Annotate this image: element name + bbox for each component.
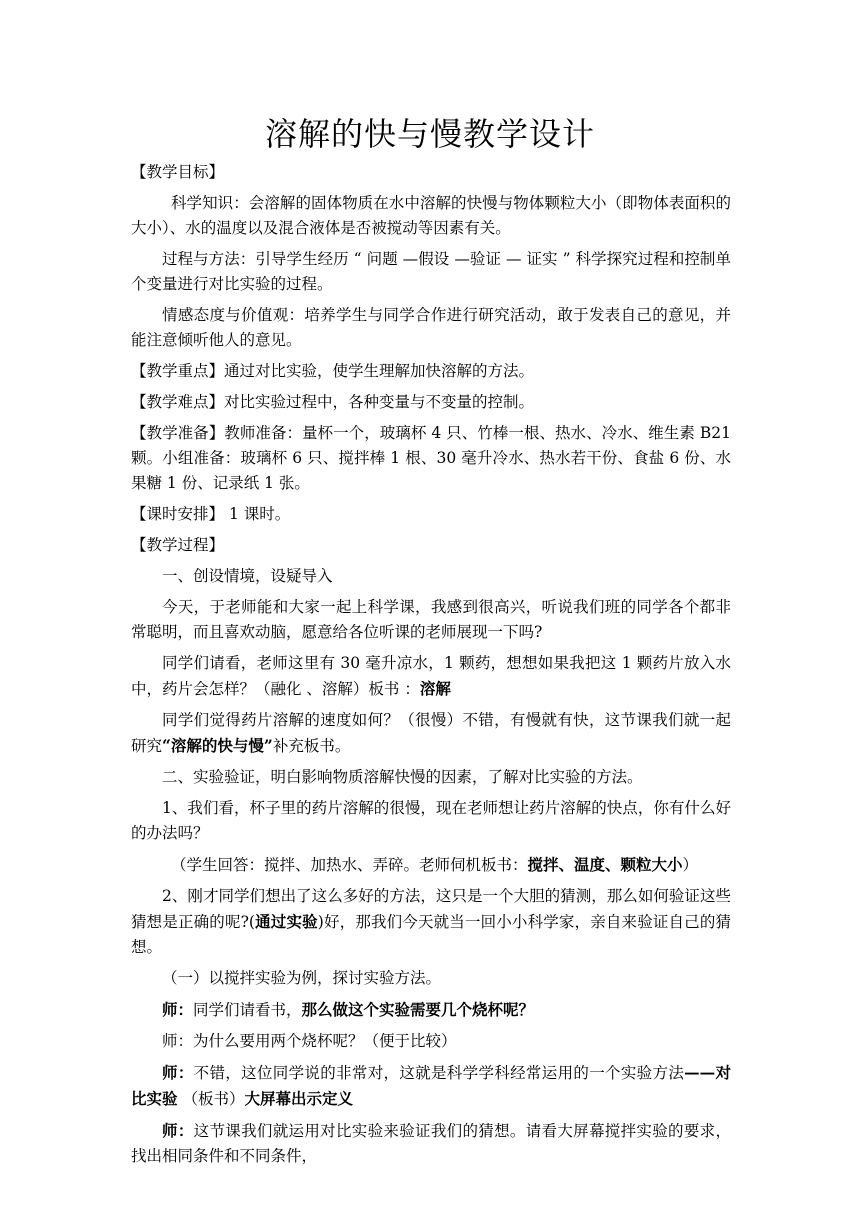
teacher-line-3 xyxy=(131,1060,731,1112)
step2-paragraph-3 xyxy=(131,884,731,960)
step1-p2-text: 同学们请看，老师这里有 30 毫升凉水，1 颗药，想想如果我把这 1 颗药片放入水中，药片会怎样？（融化 、溶解）板书 ： xyxy=(131,654,731,698)
step2-p3-bold: 通过实验 xyxy=(254,912,318,931)
step2-p2-bold: 搅拌、温度、颗粒大小 xyxy=(527,855,683,874)
step1-p3-tail: 补充板书。 xyxy=(272,737,351,755)
step2-p2-tail: ） xyxy=(682,856,699,874)
goal-knowledge: 科学知识：会溶解的固体物质在水中溶解的快慢与物体颗粒大小（即物体表面积的大小）、水的温度以及混合液体是否被搅动等因素有关。 xyxy=(131,194,731,237)
step1-heading: 一、创设情境，设疑导入 xyxy=(162,567,333,585)
step2-paragraph-1: 1、我们看，杯子里的药片溶解的很慢，现在老师想让药片溶解的快点，你有什么好的办法吗？ xyxy=(131,799,731,842)
document-body xyxy=(131,160,731,1175)
key-point xyxy=(131,359,731,384)
page-title: 溶解的快与慢教学设计 xyxy=(264,115,595,153)
teacher-line-3-note: （板书） xyxy=(177,1090,245,1108)
teacher-line-4 xyxy=(131,1118,731,1169)
step1-paragraph-3 xyxy=(131,708,731,759)
goal-method: 过程与方法：引导学生经历 “ 问题 —假设 —验证 — 证实 ” 科学探究过程和控制单个变量进行对比实验的过程。 xyxy=(131,250,731,293)
teacher-line-1 xyxy=(131,997,731,1023)
preparation xyxy=(131,421,731,496)
teacher-line-3-bold: ——对比实验 xyxy=(131,1063,731,1108)
teacher-label: 师： xyxy=(162,1063,194,1082)
prep-label: 【教学准备】 xyxy=(131,424,225,442)
teacher-label: 师： xyxy=(162,1121,194,1140)
key-text: 通过对比实验，使学生理解加快溶解的方法。 xyxy=(224,362,535,380)
step2-paragraph-2 xyxy=(131,852,731,878)
step2-p3-text: 2、刚才同学们想出了这么多好的方法，这只是一个大胆的猜测，那么如何验证这些猜想是正确的呢?( xyxy=(131,887,731,931)
process-heading: 【教学过程】 xyxy=(131,536,225,554)
step2-heading: 二、实验验证，明白影响物质溶解快慢的因素，了解对比实验的方法。 xyxy=(162,768,643,786)
time-label: 【课时安排】 xyxy=(131,505,225,523)
goal-heading: 【教学目标】 xyxy=(131,163,225,181)
teacher-line-1-bold: 那么做这个实验需要几个烧杯呢？ xyxy=(301,1000,535,1019)
step1-paragraph-2 xyxy=(131,651,731,702)
time-arrangement xyxy=(131,502,731,527)
difficulty-label: 【教学难点】 xyxy=(131,393,225,411)
step1-p3-bold: “溶解的快与慢” xyxy=(162,736,273,755)
teacher-line-2: 师：为什么要用两个烧杯呢？（便于比较） xyxy=(162,1032,457,1050)
difficulty-text: 对比实验过程中，各种变量与不变量的控制。 xyxy=(224,393,535,411)
step2-p2-text: （学生回答：搅拌、加热水、弄碎。老师伺机板书： xyxy=(171,856,528,874)
step1-paragraph-1: 今天，于老师能和大家一起上科学课，我感到很高兴，听说我们班的同学各个都非常聪明，而且喜欢动脑，愿意给各位听课的老师展现一下吗? xyxy=(131,598,731,641)
teacher-line-1-text: 同学们请看书， xyxy=(193,1001,302,1019)
step1-p2-bold: 溶解 xyxy=(419,679,451,698)
teacher-line-3-text: 不错，这位同学说的非常对，这就是科学学科经常运用的一个实验方法 xyxy=(193,1064,685,1082)
time-text: 1 课时。 xyxy=(224,505,291,523)
step2-p3-tail: )好，那我们今天就当一回小小科学家，亲自来验证自己的猜想。 xyxy=(131,913,731,956)
teacher-label: 师： xyxy=(162,1000,194,1019)
sub1-heading: （一）以搅拌实验为例，探讨实验方法。 xyxy=(162,969,442,987)
prep-text: 教师准备：量杯一个，玻璃杯 4 只、竹棒一根、热水、冷水、维生素 B21 颗。小组准备：玻璃杯 6 只、搅拌棒 1 根、30 毫升冷水、热水若干份、食盐 6 份、水果糖 1 份、记录纸 1 张。 xyxy=(131,424,731,492)
key-label: 【教学重点】 xyxy=(131,362,225,380)
teacher-line-4-text: 这节课我们就运用对比实验来验证我们的猜想。请看大屏幕搅拌实验的要求，找出相同条件和不同条件， xyxy=(131,1122,731,1165)
goal-attitude: 情感态度与价值观：培养学生与同学合作进行研究活动，敢于发表自己的意见，并能注意倾听他人的意见。 xyxy=(131,306,731,349)
difficulty-point xyxy=(131,390,731,415)
teacher-line-3-bold-2: 大屏幕出示定义 xyxy=(244,1089,353,1108)
step1-p3-text: 同学们觉得药片溶解的速度如何？（很慢）不错，有慢就有快，这节课我们就一起研究 xyxy=(131,711,731,755)
